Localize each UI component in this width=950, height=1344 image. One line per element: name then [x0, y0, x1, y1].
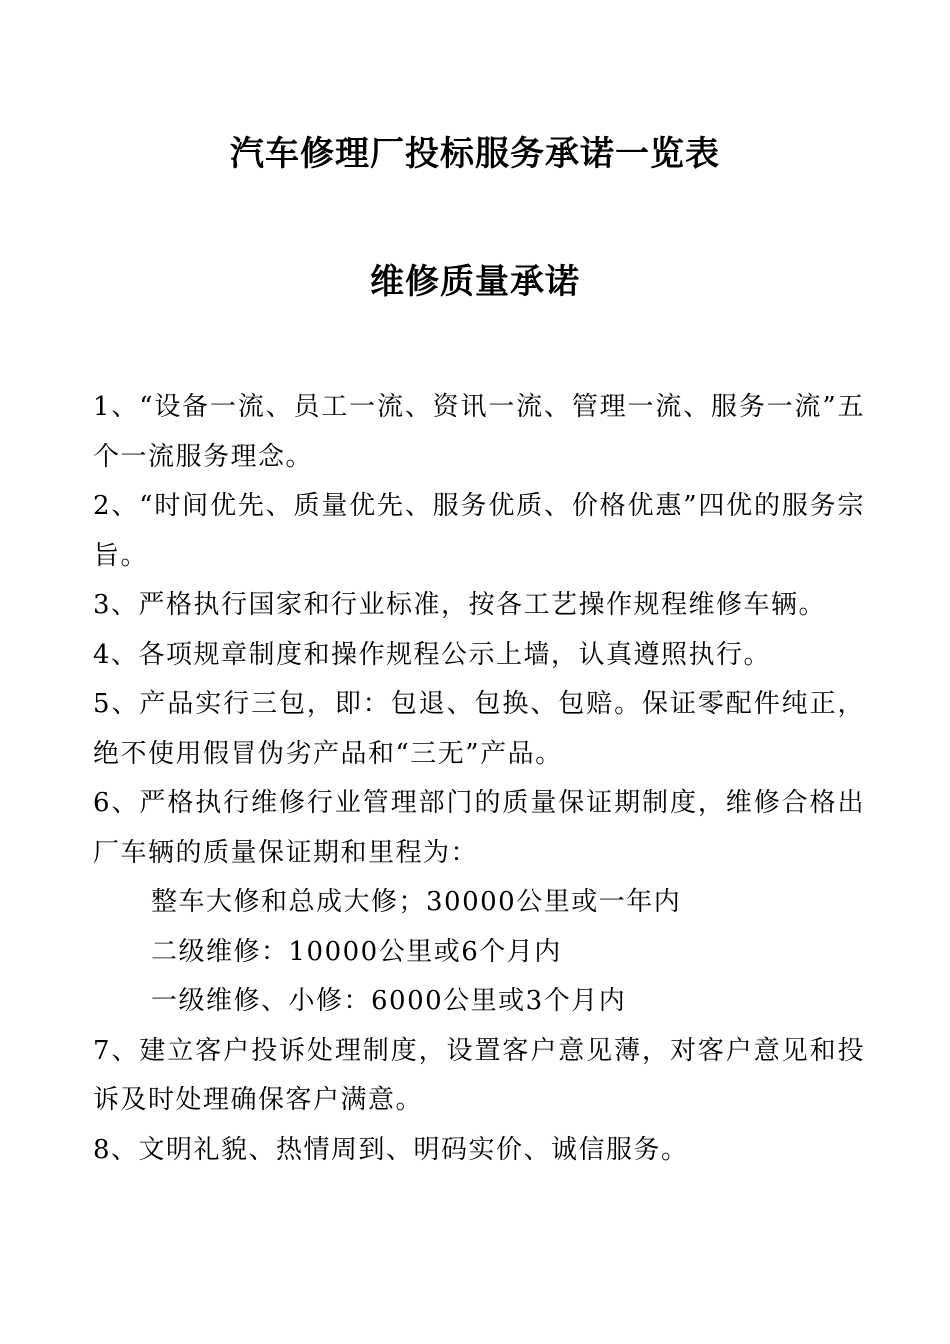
commitment-list: [93, 383, 865, 1175]
commitment-item-4: 4、各项规章制度和操作规程公示上墙，认真遵照执行。: [93, 639, 772, 670]
commitment-item-3: 3、严格执行国家和行业标准，按各工艺操作规程维修车辆。: [93, 590, 827, 620]
document-title: 汽车修理厂投标服务承诺一览表: [230, 134, 720, 174]
commitment-item-7: 7、建立客户投诉处理制度，设置客户意见薄，对客户意见和投诉及时处理确保客户满意。: [93, 1035, 865, 1115]
commitment-item-1: 1、“设备一流、员工一流、资讯一流、管理一流、服务一流”五个一流服务理念。: [93, 392, 865, 472]
warranty-term-primary-maintenance: 一级维修、小修：6000公里或3个月内: [151, 986, 627, 1016]
warranty-term-secondary-maintenance: 二级维修：10000公里或6个月内: [151, 936, 562, 967]
commitment-item-8: 8、文明礼貌、热情周到、明码实价、诚信服务。: [93, 1134, 689, 1165]
section-title: 维修质量承诺: [370, 262, 580, 302]
commitment-item-2: 2、“时间优先、质量优先、服务优质、价格优惠”四优的服务宗旨。: [93, 491, 865, 571]
commitment-item-5: 5、产品实行三包，即：包退、包换、包赔。保证零配件纯正，绝不使用假冒伪劣产品和“三无”产品。: [93, 689, 865, 769]
warranty-term-major-repair: 整车大修和总成大修；30000公里或一年内: [151, 887, 682, 917]
commitment-item-6: 6、严格执行维修行业管理部门的质量保证期制度，维修合格出厂车辆的质量保证期和里程为：: [93, 788, 865, 868]
